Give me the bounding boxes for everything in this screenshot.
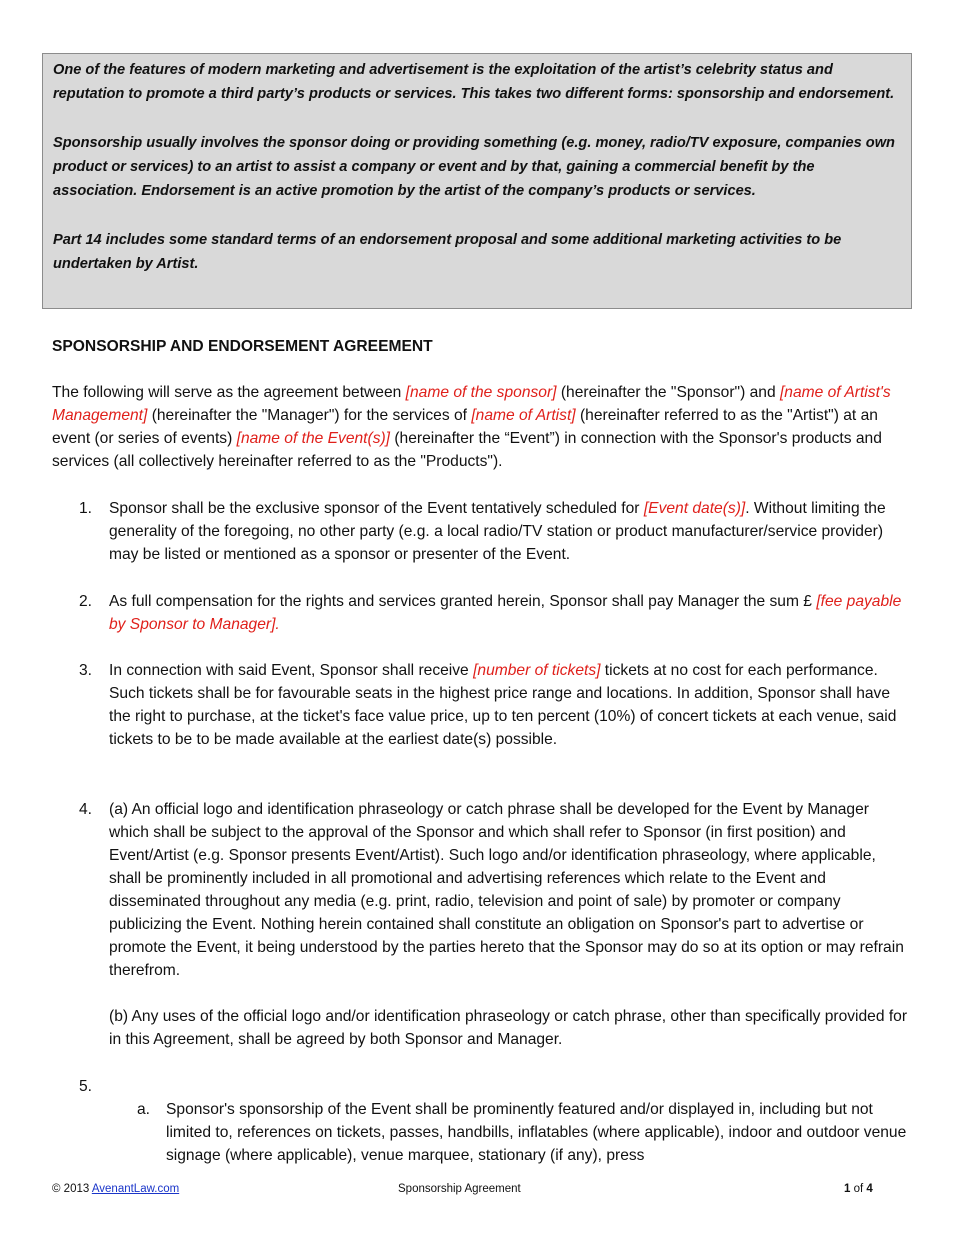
placeholder-sponsor-name: [name of the sponsor] bbox=[405, 384, 557, 401]
clause-4a-text: (a) An official logo and identification phraseology or catch phrase shall be developed for the Event by Manager which shall be subject to the approval of the Sponsor and which shall refer to Sponsor (in first position) and Event/Artist (e.g. Sponsor presents Event/Artist). Such logo and/or identification phraseology, where applicable, shall be prominently included in all promotional and advertising references which relate to the Event and disseminated throughout any media (e.g. print, radio, television and point of sale) by promoter or company publicizing the Event. Nothing herein contained shall constitute an obligation on Sponsor's part to advertise or promote the Event, it being understood by the parties hereto that the Sponsor may do so at its option or may refrain therefrom. bbox=[109, 801, 904, 979]
clause-number: 1. bbox=[79, 500, 93, 517]
page-of-text: of bbox=[850, 1183, 867, 1195]
footer-page-number bbox=[844, 1182, 873, 1196]
intro-text: The following will serve as the agreement between bbox=[52, 384, 406, 401]
placeholder-number-of-tickets: [number of tickets] bbox=[473, 662, 601, 679]
clause-text: In connection with said Event, Sponsor shall receive bbox=[109, 662, 474, 679]
copyright-text: © 2013 bbox=[52, 1183, 92, 1195]
placeholder-fee: [fee payable by Sponsor to Manager]. bbox=[109, 593, 902, 633]
intro-text: (hereinafter the "Manager") for the services of bbox=[147, 407, 472, 424]
intro-text: (hereinafter the “Event”) in connection with the Sponsor's products and services (all collectively hereinafter referred to as the "Products"). bbox=[52, 430, 882, 470]
clause-5a-text: Sponsor's sponsorship of the Event shall be prominently featured and/or displayed in, including but not limited to, references on tickets, passes, handbills, inflatables (where applicable), indoor and outdoor venue signage (where applicable), venue marquee, stationary (if any), press bbox=[166, 1101, 907, 1164]
placeholder-event-name: [name of the Event(s)] bbox=[236, 430, 391, 447]
clause-1 bbox=[52, 497, 910, 566]
footer-document-title: Sponsorship Agreement bbox=[398, 1183, 521, 1195]
total-pages: 4 bbox=[866, 1183, 873, 1195]
avenantlaw-link[interactable]: AvenantLaw.com bbox=[91, 1183, 180, 1195]
clause-number: 2. bbox=[79, 593, 93, 610]
clause-text: As full compensation for the rights and services granted herein, Sponsor shall pay Manager the sum £ bbox=[109, 593, 817, 610]
placeholder-artist-name: [name of Artist] bbox=[471, 407, 576, 424]
note-paragraph-3: Part 14 includes some standard terms of an endorsement proposal and some additional marketing activities to be undertaken by Artist. bbox=[53, 232, 842, 273]
clause-3 bbox=[52, 659, 910, 751]
intro-text: (hereinafter the "Sponsor") and bbox=[556, 384, 780, 401]
clause-number: 5. bbox=[79, 1078, 93, 1095]
document-heading: SPONSORSHIP AND ENDORSEMENT AGREEMENT bbox=[52, 338, 433, 355]
clause-4 bbox=[52, 798, 910, 1051]
subclause-letter: a. bbox=[137, 1101, 151, 1118]
placeholder-event-dates: [Event date(s)] bbox=[643, 500, 746, 517]
footer-copyright bbox=[52, 1182, 179, 1196]
clause-text: Sponsor shall be the exclusive sponsor of the Event tentatively scheduled for bbox=[109, 500, 644, 517]
clause-number: 3. bbox=[79, 662, 93, 679]
intro-paragraph bbox=[52, 381, 910, 473]
clause-number: 4. bbox=[79, 801, 93, 818]
current-page: 1 bbox=[844, 1183, 851, 1195]
placeholder-management-name: [name of Artist's Management] bbox=[52, 384, 891, 424]
clause-2 bbox=[52, 590, 910, 636]
intro-text: (hereinafter referred to as the "Artist") at an event (or series of events) bbox=[52, 407, 878, 447]
clause-5a bbox=[52, 1098, 910, 1167]
note-paragraph-2: Sponsorship usually involves the sponsor doing or providing something (e.g. money, radio/TV exposure, companies own product or services) to an artist to assist a company or event and by that, gaining a commercial benefit by the association. Endorsement is an active promotion by the artist of the company’s products or services. bbox=[53, 134, 895, 200]
clause-4b-text: (b) Any uses of the official logo and/or identification phraseology or catch phrase, other than specifically provided for in this Agreement, shall be agreed by both Sponsor and Manager. bbox=[109, 1008, 908, 1048]
clause-text: tickets at no cost for each performance. Such tickets shall be for favourable seats in the highest price range and locations. In addition, Sponsor shall have the right to purchase, at the ticket's face value price, up to ten percent (10%) of concert tickets at each venue, said tickets to be to be made available at the earliest date(s) possible. bbox=[109, 662, 897, 748]
guidance-note-box bbox=[42, 53, 912, 309]
note-paragraph-1: One of the features of modern marketing and advertisement is the exploitation of the artist’s celebrity status and reputation to promote a third party’s products or services. This takes two different forms: sponsorship and endorsement. bbox=[53, 62, 895, 103]
clause-text: . Without limiting the generality of the foregoing, no other party (e.g. a local radio/TV station or product manufacturer/service provider) may be listed or mentioned as a sponsor or presenter of the Event. bbox=[109, 500, 886, 563]
